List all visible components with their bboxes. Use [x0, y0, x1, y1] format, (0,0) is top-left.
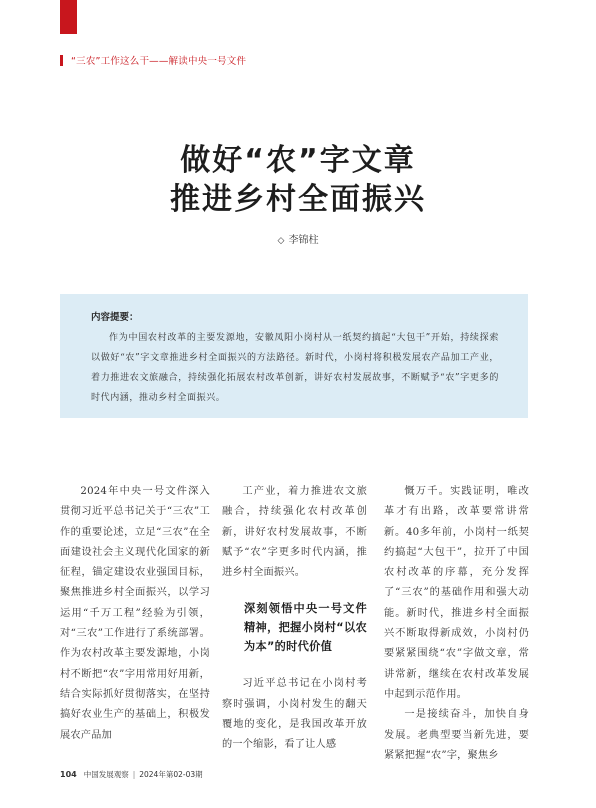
issue-label: 2024年第02-03期 [139, 770, 203, 779]
section-title: “三农”工作这么干——解读中央一号文件 [71, 56, 247, 67]
body-column-1 [60, 482, 210, 746]
section-header [60, 53, 246, 67]
abstract-box [60, 294, 528, 418]
paragraph: 习近平总书记在小岗村考察时强调，小岗村发生的翻天覆地的变化，是我国改革开放的一个缩影，看了让人感 [222, 678, 367, 751]
title-line-2: 推进乡村全面振兴 [170, 182, 426, 217]
section-marker [60, 55, 63, 66]
body-column-2 [222, 482, 367, 756]
corner-color-block [60, 0, 77, 34]
footer-separator: | [132, 770, 136, 779]
abstract-text: 作为中国农村改革的主要发源地，安徽凤阳小岗村从一纸契约搞起“大包干”开始，持续探索以做好“农”字文章推进乡村全面振兴的方法路径。新时代，小岗村将积极发展农产品加工产业，着力推进农文旅融合，持续强化拓展农村改革创新，讲好农村发展故事，不断赋予“农”字更多的时代内涵，推动乡村全面振兴。 [91, 333, 499, 403]
journal-name: 中国发展观察 [83, 770, 129, 779]
section-subheading: 深刻领悟中央一号文件精神，把握小岗村“以农为本”的时代价值 [244, 602, 367, 654]
article-title [0, 141, 596, 219]
diamond-icon: ◇ [277, 236, 285, 246]
author-name: 李锦柱 [288, 235, 319, 246]
author-byline [0, 231, 596, 246]
paragraph: 慨万千。实践证明，唯改革才有出路，改革要常讲常新。40多年前，小岗村一纸契约搞起“大包干”，拉开了中国农村改革的序幕，充分发挥了“三农”的基础作用和强大动能。新时代，推进乡村全面振兴不断取得新成效，小岗村仍要紧紧围绕“农”字做文章，常讲常新，继续在农村改革发展中起到示范作用。 [384, 486, 529, 700]
abstract-label: 内容提要： [91, 312, 139, 323]
title-line-1: 做好“农”字文章 [180, 143, 416, 178]
paragraph: 2024年中央一号文件深入贯彻习近平总书记关于“三农”工作的重要论述，立足“三农”在全面建设社会主义现代化国家的新征程，锚定建设农业强国目标，聚焦推进乡村全面振兴，以学习运用“千万工程”经验为引领，对“三农”工作进行了系统部署。作为农村改革主要发源地，小岗村不断把“农”字用常用好用新，结合实际抓好贯彻落实，在坚持搞好农业生产的基础上，积极发展农产品加 [60, 486, 210, 741]
page-footer [60, 769, 203, 780]
page-number: 104 [60, 770, 77, 779]
paragraph: 工产业，着力推进农文旅融合，持续强化农村改革创新，讲好农村发展故事，不断赋予“农”字更多时代内涵，推进乡村全面振兴。 [222, 486, 367, 579]
paragraph: 一是接续奋斗，加快自身发展。老典型要当新先进，要紧紧把握“农”字，聚焦乡 [384, 709, 529, 761]
body-column-3 [384, 482, 529, 766]
